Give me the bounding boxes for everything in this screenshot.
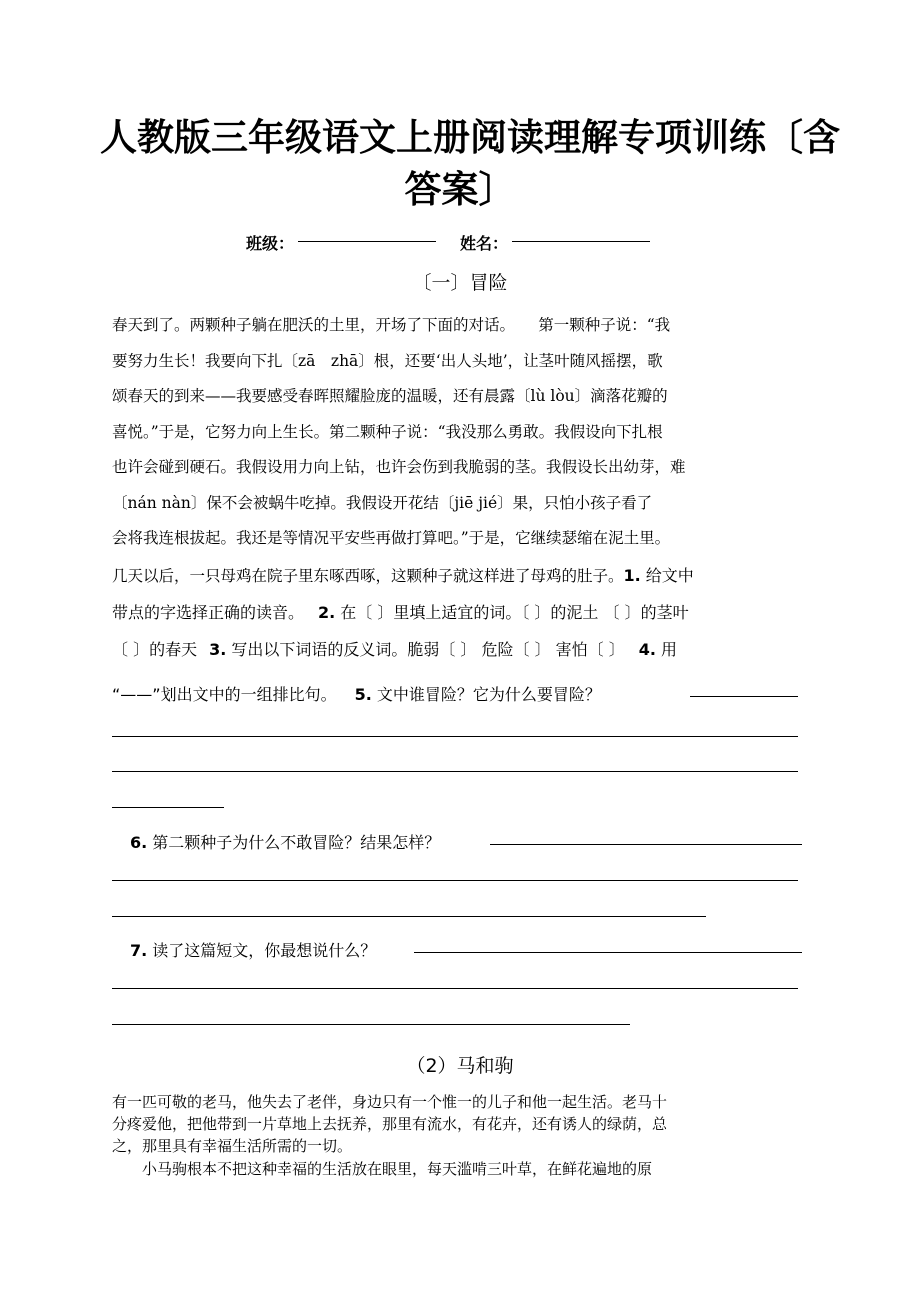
question-7-number: 7. [130, 941, 148, 960]
answer-line-q5[interactable] [112, 771, 798, 772]
name-blank[interactable] [512, 241, 650, 242]
passage-line: 分疼爱他，把他带到一片草地上去抚养，那里有流水，有花卉，还有诱人的绿荫，总 [112, 1115, 668, 1133]
title-line-2: 答案〕 [404, 168, 516, 211]
question-line-2-3-4 [112, 638, 677, 662]
class-blank[interactable] [298, 241, 436, 242]
question-5-number: 5. [354, 685, 372, 704]
answer-line-q6[interactable] [490, 844, 802, 845]
question-6-number: 6. [130, 833, 148, 852]
question-3-number: 3. [209, 640, 227, 659]
passage-line: 要努力生长！我要向下扎〔zā zhā〕根，还要‘出人头地’，让茎叶随风摇摆，歌 [112, 352, 663, 370]
passage-line: 小马驹根本不把这种幸福的生活放在眼里，每天滥啃三叶草，在鲜花遍地的原 [112, 1160, 653, 1178]
section-2-heading: （2）马和驹 [406, 1055, 514, 1077]
question-6-text: 第二颗种子为什么不敢冒险？结果怎样？ [152, 833, 441, 852]
question-1-text: 给文中 [645, 566, 694, 585]
question-1-number: 1. [623, 566, 641, 585]
class-label: 班级： [245, 234, 294, 253]
question-2-continued: 〔 〕的春天 [112, 640, 198, 659]
question-1-continued: 带点的字选择正确的读音。 [112, 603, 305, 622]
passage-line: 〔nán nàn〕保不会被蜗牛吃掉。我假设开花结〔jiē jié〕果，只怕小孩子看了 [112, 494, 653, 512]
answer-line-q6[interactable] [112, 880, 798, 881]
question-line-4-5 [112, 683, 601, 707]
passage-line: 有一匹可敬的老马，他失去了老伴，身边只有一个惟一的儿子和他一起生活。老马十 [112, 1093, 668, 1111]
answer-line-q7[interactable] [112, 988, 798, 989]
answer-line-q5[interactable] [112, 807, 224, 808]
passage-line: 也许会碰到硬石。我假设用力向上钻，也许会伤到我脆弱的茎。我假设长出幼芽，难 [112, 458, 686, 476]
passage-line: 几天以后，一只母鸡在院子里东啄西啄，这颗种子就这样进了母鸡的肚子。 [112, 567, 624, 585]
answer-line-q6[interactable] [112, 916, 706, 917]
title-line-1: 人教版三年级语文上册阅读理解专项训练〔含 [100, 116, 840, 159]
question-5-text: 文中谁冒险？它为什么要冒险？ [376, 685, 601, 704]
question-line-1-2 [112, 601, 689, 625]
question-2-number: 2. [318, 603, 336, 622]
question-7 [130, 939, 376, 963]
question-2-text: 在〔 〕里填上适宜的词。〔 〕的泥土 〔 〕的茎叶 [340, 603, 689, 622]
question-4-number: 4. [638, 640, 656, 659]
passage-line: 会将我连根拔起。我还是等情况平安些再做打算吧。”于是，它继续瑟缩在泥土里。 [112, 529, 671, 547]
answer-line-q7[interactable] [414, 952, 802, 953]
passage-line: 春天到了。两颗种子躺在肥沃的土里，开场了下面的对话。 第一颗种子说：“我 [112, 316, 671, 334]
answer-line-q7[interactable] [112, 1024, 630, 1025]
question-4-continued: “——”划出文中的一组排比句。 [112, 685, 337, 704]
name-label: 姓名： [460, 234, 509, 253]
student-info-row [0, 232, 920, 256]
question-7-text: 读了这篇短文，你最想说什么？ [152, 941, 377, 960]
question-4-text: 用 [660, 640, 677, 659]
passage-line: 之，那里具有幸福生活所需的一切。 [112, 1137, 353, 1155]
question-6 [130, 831, 440, 855]
passage-line-with-question-1 [112, 564, 694, 588]
document-title [100, 112, 840, 216]
answer-line-q5[interactable] [690, 696, 798, 697]
passage-line: 喜悦。”于是，它努力向上生长。第二颗种子说：“我没那么勇敢。我假设向下扎根 [112, 423, 663, 441]
question-3-text: 写出以下词语的反义词。脆弱〔 〕 危险〔 〕 害怕〔 〕 [231, 640, 625, 659]
section-1-heading: 〔一〕冒险 [412, 272, 508, 294]
passage-line: 颂春天的到来——我要感受春晖照耀脸庞的温暖，还有晨露〔lù lòu〕滴落花瓣的 [112, 387, 668, 405]
answer-line-q5[interactable] [112, 736, 798, 737]
